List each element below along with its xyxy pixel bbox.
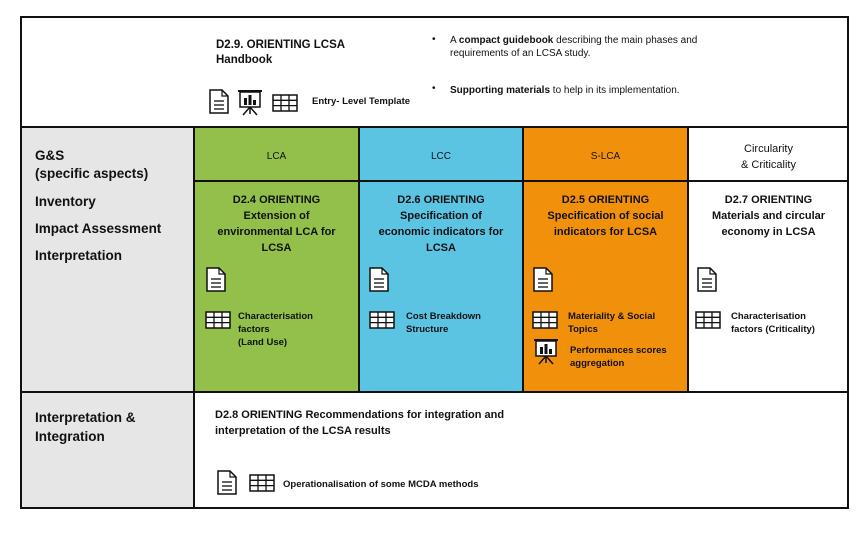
lcc-item-label [406,310,481,336]
slca-title [523,192,688,240]
table-icon [272,94,298,112]
presentation-chart-icon [237,89,263,116]
left-label-impact-assessment: Impact Assessment [35,221,162,236]
circularity-title-line: economy in LCSA [721,226,816,238]
handbook-title-line1: D2.9. ORIENTING LCSA [216,39,346,51]
bullet2-bold: Supporting materials [450,85,551,96]
document-icon [369,267,389,292]
recommendations-title [215,407,504,439]
lca-item-label-line: (Land Use) [238,337,288,348]
lcc-title-line: LCSA [426,242,456,254]
lcc-title-line: Specification of [400,210,482,222]
recommendations-title-line1: D2.8 ORIENTING Recommendations for integration and [215,409,505,421]
document-icon [217,470,237,495]
table-icon [695,311,721,329]
handbook-title-line2: Handbook [216,54,273,66]
circularity-title-line: D2.7 ORIENTING [724,194,813,206]
lca-title [194,192,359,256]
header-circularity-line1: Circularity [744,143,793,155]
bullet-dot: • [432,83,436,94]
lca-item-label-line: factors [238,324,270,335]
bullet2-suffix: to help in its implementation. [550,85,680,96]
lca-item-label-line: Characterisation [238,311,313,322]
mcda-label: Operationalisation of some MCDA methods [283,479,479,490]
lca-item-label [238,310,313,349]
divider [20,126,849,128]
handbook-title [216,38,345,68]
bullet-supporting-materials [450,84,770,97]
bullet-dot: • [432,34,436,45]
presentation-chart-icon [533,338,559,365]
slca-item-label-line: aggregation [570,358,625,369]
slca-title-line: Specification of social [547,210,664,222]
table-icon [369,311,395,329]
left-label-interpretation-integration-2: Integration [35,429,105,444]
lca-title-line: Extension of [243,210,310,222]
bullet1-line2: requirements of an LCSA study. [450,48,591,59]
bullet1-prefix: A [450,35,459,46]
template-label: Entry- Level Template [312,96,411,107]
circularity-item-label-line: Characterisation [731,311,806,322]
lcc-item-label-line: Cost Breakdown [406,311,481,322]
table-icon [249,474,275,492]
document-icon [206,267,226,292]
bullet-compact-guidebook [450,34,770,60]
lca-title-line: environmental LCA for [217,226,336,238]
table-icon [205,311,231,329]
lcc-title-line: D2.6 ORIENTING [397,194,485,206]
left-label-inventory: Inventory [35,194,96,209]
divider [358,126,360,392]
header-slca: S-LCA [590,151,621,162]
slca-item-label [570,344,667,370]
divider [193,126,195,509]
lca-title-line: D2.4 ORIENTING [232,194,321,206]
circularity-title [688,192,849,240]
slca-item-label-line: Topics [568,324,598,335]
circularity-item-label [731,310,815,336]
divider [20,391,849,393]
header-circularity [688,141,849,173]
document-icon [209,89,229,114]
header-lcc: LCC [430,151,451,162]
left-label-gs: G&S [35,148,65,163]
left-label-interpretation: Interpretation [35,248,123,263]
document-icon [697,267,717,292]
bullet1-bold: compact guidebook [458,35,554,46]
left-label-specific-aspects: (specific aspects) [35,166,149,181]
recommendations-title-line2: interpretation of the LCSA results [215,425,391,437]
slca-item-label-line: Materiality & Social [568,311,656,322]
divider [522,126,524,392]
bullet1-suffix: describing the main phases and [553,35,698,46]
slca-item-label-line: Performances scores [570,345,667,356]
slca-title-line: D2.5 ORIENTING [561,194,650,206]
lcc-item-label-line: Structure [406,324,449,335]
circularity-title-line: Materials and circular [711,210,826,222]
circularity-item-label-line: factors (Criticality) [731,324,815,335]
slca-item-label [568,310,655,336]
left-label-interpretation-integration-1: Interpretation & [35,410,136,425]
table-icon [532,311,558,329]
document-icon [533,267,553,292]
header-circularity-line2: & Criticality [740,159,796,171]
lcc-title [359,192,523,256]
lca-title-line: LCSA [261,242,292,254]
lcc-title-line: economic indicators for [378,226,504,238]
header-lca: LCA [266,151,287,162]
slca-title-line: indicators for LCSA [553,226,658,238]
